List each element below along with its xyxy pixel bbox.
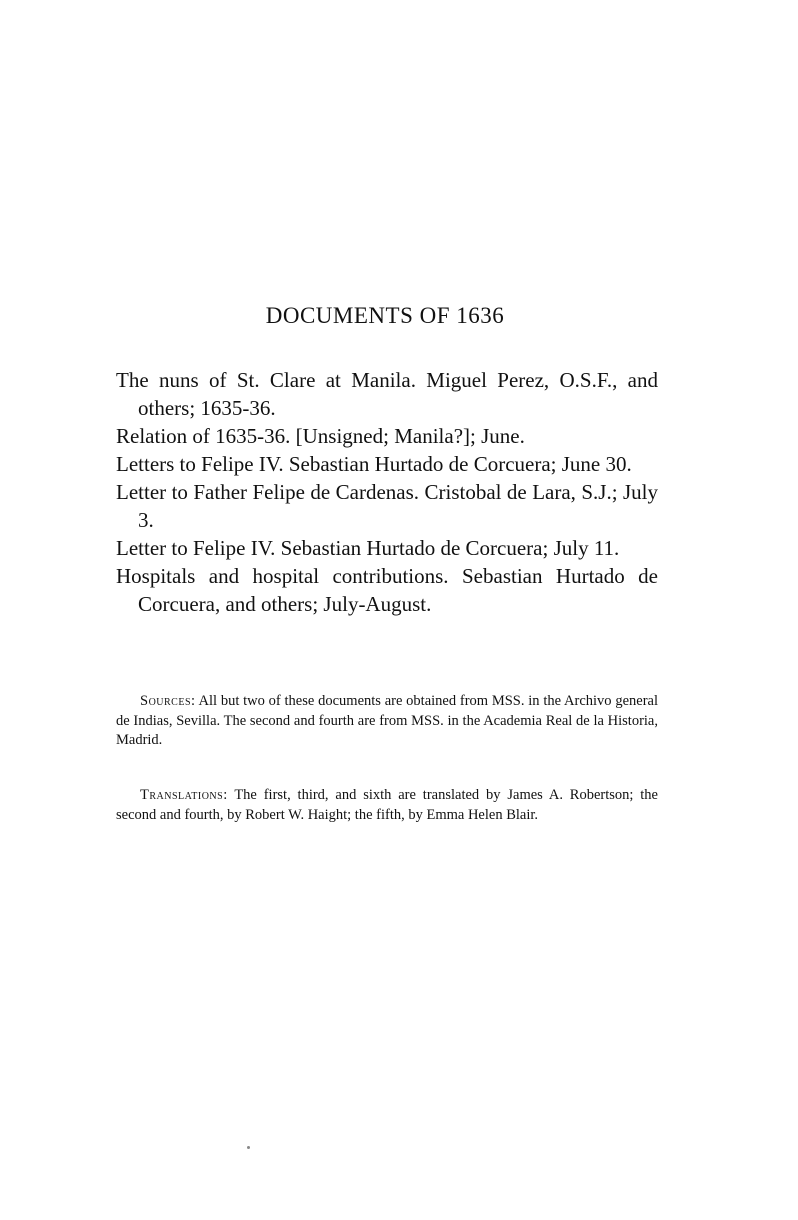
list-item: Relation of 1635-36. [Unsigned; Manila?]; June. [116, 424, 525, 448]
translations-label: Translations: [140, 787, 228, 803]
sources-note [116, 692, 658, 751]
translations-note [116, 786, 658, 825]
list-item: Letter to Father Felipe de Cardenas. Cristobal de Lara, S.J.; July 3. [116, 480, 658, 532]
list-item: Hospitals and hospital contributions. Sebastian Hurtado de Corcuera, and others; July-August. [116, 564, 658, 616]
sources-text: All but two of these documents are obtained from MSS. in the Archivo general de Indias, Sevilla. The second and fourth are from MSS. in the Academia Real de la Historia, Madrid. [116, 693, 658, 748]
list-item: The nuns of St. Clare at Manila. Miguel Perez, O.S.F., and others; 1635-36. [116, 368, 658, 420]
list-item: Letter to Felipe IV. Sebastian Hurtado de Corcuera; July 11. [116, 536, 620, 560]
page-title: DOCUMENTS OF 1636 [265, 303, 505, 328]
list-item: Letters to Felipe IV. Sebastian Hurtado de Corcuera; June 30. [116, 452, 632, 476]
page-speck [247, 1146, 250, 1149]
document-list [116, 366, 658, 618]
translations-text: The first, third, and sixth are translated by James A. Robertson; the second and fourth, by Robert W. Haight; the fifth, by Emma Helen Blair. [116, 787, 658, 823]
sources-label: Sources: [140, 693, 196, 709]
